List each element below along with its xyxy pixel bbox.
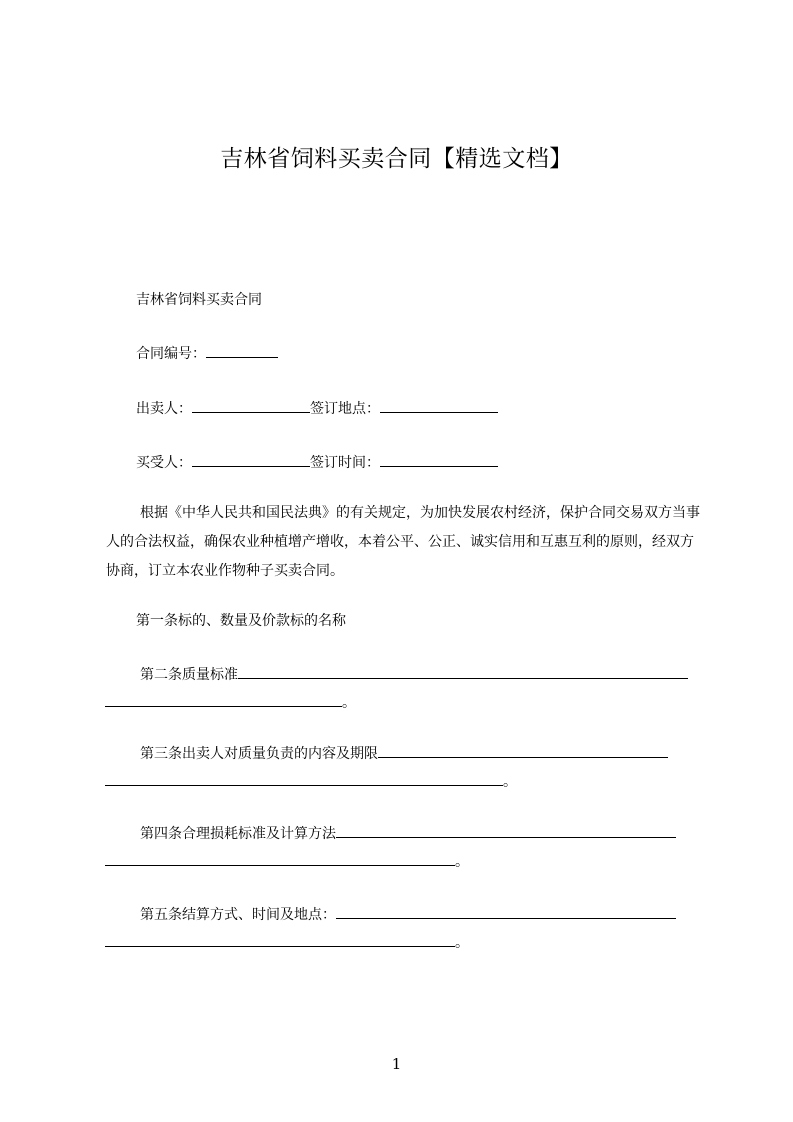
article-5-label: 第五条结算方式、时间及地点： [140,907,336,923]
seller-line [136,398,498,419]
article-3-blank-2[interactable] [105,771,503,786]
article-5-blank-2[interactable] [105,932,455,947]
intro-text: 根据《中华人民共和国民法典》的有关规定，为加快发展农村经济，保护合同交易双方当事人的合法权益，确保农业种植增产增收，本着公平、公正、诚实信用和互惠互利的原则，经双方协商，订立本农业作物种子买卖合同。 [106,505,700,579]
article-2-period: 。 [342,695,356,711]
article-5-period: 。 [455,935,469,951]
article-3-line-2 [105,771,517,792]
buyer-blank[interactable] [192,452,310,467]
contract-number-blank[interactable] [206,343,278,358]
article-2-line-1 [140,664,688,685]
article-5-line-1 [140,904,676,925]
article-3-period: 。 [503,774,517,790]
sign-place-blank[interactable] [380,398,498,413]
article-3-blank-1[interactable] [378,743,668,758]
buyer-line [136,452,498,473]
article-5-line-2 [105,932,469,953]
buyer-label: 买受人： [136,455,192,471]
intro-paragraph [106,499,702,586]
article-4-period: 。 [455,854,469,870]
contract-subtitle: 吉林省饲料买卖合同 [136,292,262,308]
article-3-line-1 [140,743,668,764]
article-2-blank-1[interactable] [238,664,688,679]
seller-label: 出卖人： [136,401,192,417]
article-5-blank-1[interactable] [336,904,676,919]
sign-time-label: 签订时间： [310,455,380,471]
article-4-blank-1[interactable] [336,823,676,838]
article-4-line-1 [140,823,676,844]
article-2-blank-2[interactable] [105,692,342,707]
article-4-blank-2[interactable] [105,851,455,866]
document-title: 吉林省饲料买卖合同【精选文档】 [220,146,573,172]
article-4-label: 第四条合理损耗标准及计算方法 [140,826,336,842]
sign-time-blank[interactable] [380,452,498,467]
contract-number-label: 合同编号： [136,346,206,362]
page-number: 1 [391,1055,402,1073]
article-1: 第一条标的、数量及价款标的名称 [136,613,346,629]
article-2-line-2 [105,692,356,713]
article-2-label: 第二条质量标准 [140,667,238,683]
contract-number-line [136,343,278,364]
article-3-label: 第三条出卖人对质量负责的内容及期限 [140,746,378,762]
sign-place-label: 签订地点： [310,401,380,417]
seller-blank[interactable] [192,398,310,413]
article-4-line-2 [105,851,469,872]
